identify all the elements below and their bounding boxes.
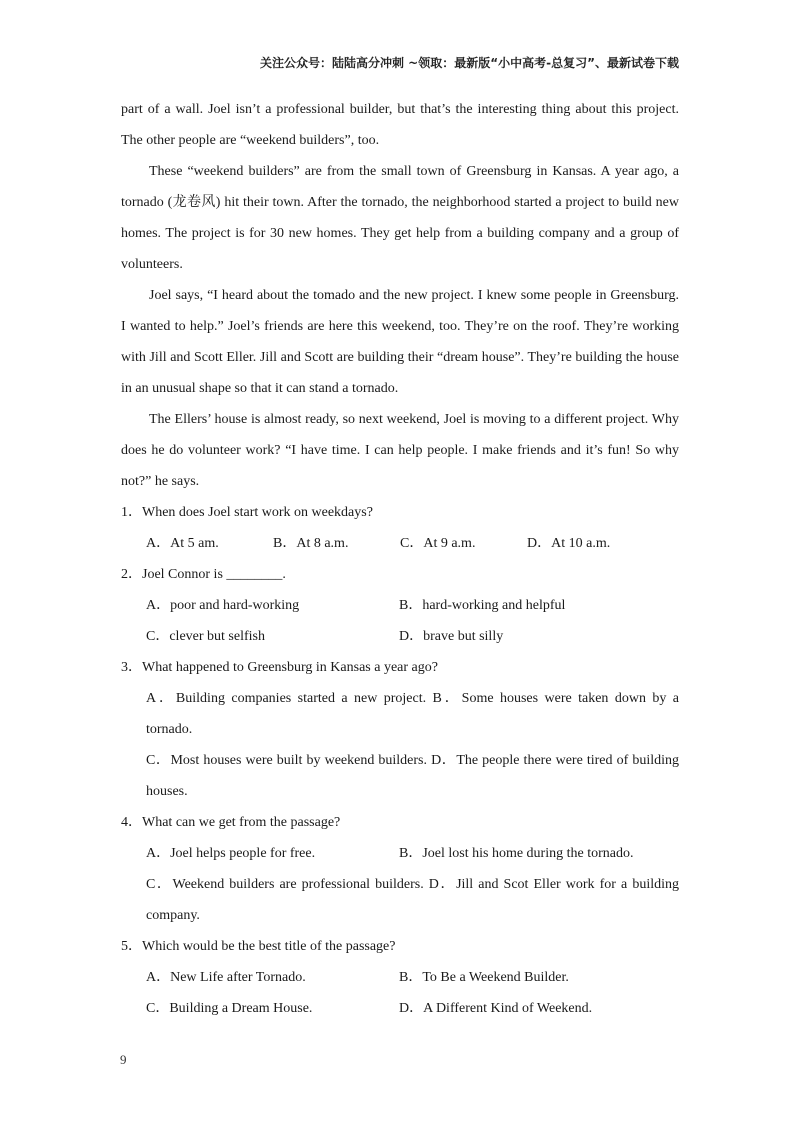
question-5-stem: 5．Which would be the best title of the passage?: [121, 939, 396, 954]
option-line: C．Weekend builders are professional builders. D．Jill and Scot Eller work for a building company.: [146, 877, 679, 923]
option: C．Building a Dream House.: [146, 1001, 313, 1016]
option: A．At 5 am.: [146, 536, 219, 551]
option: C．At 9 a.m.: [400, 536, 476, 551]
question-2-options-row1: [121, 590, 679, 621]
document-body: [121, 94, 679, 1024]
question-5-options-row1: [121, 962, 679, 993]
question-3-stem: 3．What happened to Greensburg in Kansas a year ago?: [121, 660, 438, 675]
option: B．At 8 a.m.: [273, 536, 349, 551]
paragraph-4: The Ellers’ house is almost ready, so next weekend, Joel is moving to a different project. Why does he do volunteer work? “I have time. I can help people. I make friends and it’s fun! So why not?” he says.: [121, 412, 679, 489]
option-line: A．Building companies started a new project. B．Some houses were taken down by a tornado.: [146, 691, 679, 737]
question-1: [121, 497, 679, 559]
option-line: C．Most houses were built by weekend builders. D．The people there were tired of building houses.: [146, 753, 679, 799]
question-4: [121, 807, 679, 931]
question-2-stem: 2．Joel Connor is ________.: [121, 567, 286, 582]
paragraph-2: These “weekend builders” are from the small town of Greensburg in Kansas. A year ago, a tornado (龙卷风) hit their town. After the tornado, the neighborhood started a project to build new homes. The project is for 30 new homes. They get help from a building company and a group of volunteers.: [121, 164, 679, 272]
question-1-options: [121, 528, 679, 559]
option: C．clever but selfish: [146, 629, 265, 644]
option: D．A Different Kind of Weekend.: [399, 1001, 593, 1016]
question-4-options-row2: [121, 869, 679, 931]
option: D．At 10 a.m.: [527, 536, 611, 551]
option: B．hard-working and helpful: [399, 598, 566, 613]
page-number: 9: [120, 1052, 127, 1067]
paragraph-1: part of a wall. Joel isn’t a professional builder, but that’s the interesting thing about this project. The other people are “weekend builders”, too.: [121, 102, 679, 148]
question-2-options-row2: [121, 621, 679, 652]
option: B．Joel lost his home during the tornado.: [399, 846, 634, 861]
option: B．To Be a Weekend Builder.: [399, 970, 569, 985]
question-4-stem: 4．What can we get from the passage?: [121, 815, 341, 830]
question-1-stem: 1．When does Joel start work on weekdays?: [121, 505, 373, 520]
question-2: [121, 559, 679, 652]
page-header: 关注公众号：陆陆高分冲刺 ~领取：最新版“小中高考-总复习”、最新试卷下载: [260, 56, 679, 70]
question-3: [121, 652, 679, 807]
option: A．New Life after Tornado.: [146, 970, 306, 985]
question-5-options-row2: [121, 993, 679, 1024]
option: A．poor and hard-working: [146, 598, 300, 613]
option: A．Joel helps people for free.: [146, 846, 316, 861]
option: D．brave but silly: [399, 629, 504, 644]
paragraph-3: Joel says, “I heard about the tomado and the new project. I knew some people in Greensburg. I wanted to help.” Joel’s friends are here this weekend, too. They’re on the roof. They’re working with Jill and Scott Eller. Jill and Scott are building their “dream house”. They’re building the house in an unusual shape so that it can stand a tornado.: [121, 288, 679, 396]
question-5: [121, 931, 679, 1024]
question-3-options: [121, 683, 679, 807]
question-4-options-row1: [121, 838, 679, 869]
